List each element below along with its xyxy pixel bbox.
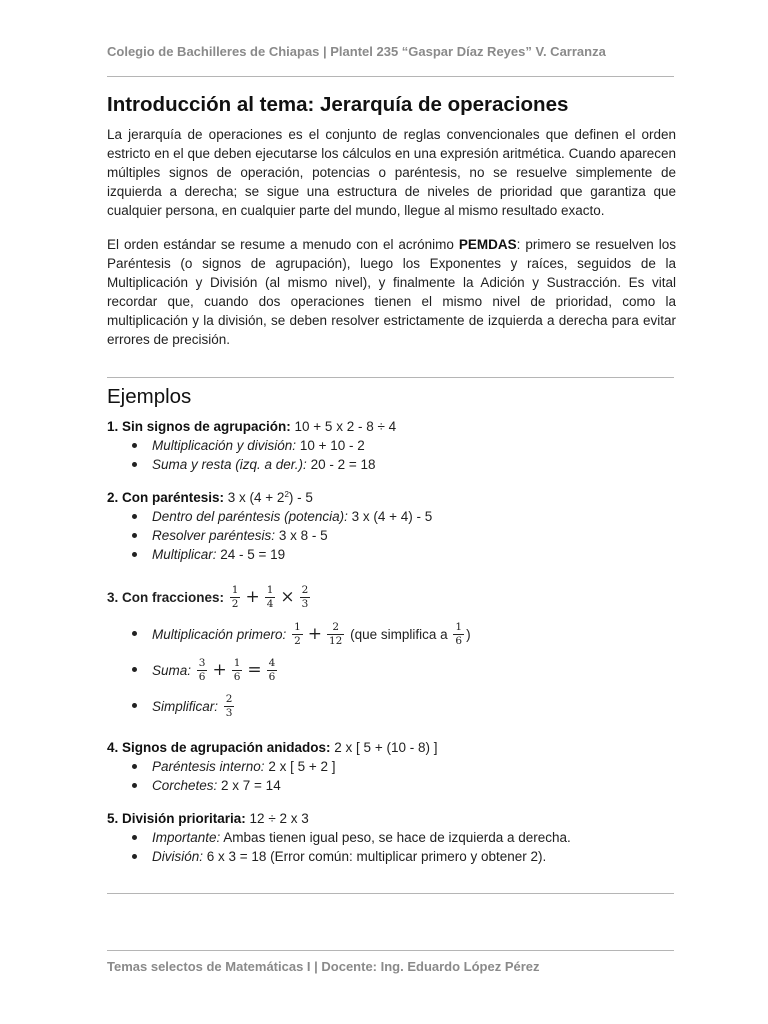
step-value: Ambas tienen igual peso, se hace de izquierda a derecha. [220, 830, 571, 845]
step-label: Corchetes: [152, 778, 218, 793]
fraction-denominator: 6 [198, 670, 206, 683]
list-item [107, 526, 676, 545]
example-1-label: 1. Sin signos de agrupación: [107, 419, 291, 434]
content-end-divider [107, 893, 674, 894]
fraction [224, 693, 235, 720]
fraction-denominator: 4 [266, 597, 274, 610]
fraction-denominator: 3 [225, 706, 233, 719]
example-2-label: 2. Con paréntesis: [107, 490, 225, 505]
fraction-numerator: 1 [455, 620, 463, 633]
fraction-numerator: 2 [327, 621, 344, 635]
fraction [230, 584, 241, 611]
step-label: División: [152, 849, 204, 864]
equals-operator: = [247, 659, 262, 680]
intro-paragraph-2-rest: : primero se resuelven los Paréntesis (o signos de agrupación), luego los Exponentes y raíces, seguidos de la Multiplicación y División (al mismo nivel), y finalmente la Adición y Sustracción. Es vital recordar que, cuando dos operaciones tienen el mismo nivel de prioridad, como la multiplicación y la división, se deben resolver estrictamente de izquierda a derecha para evitar errores de precisión. [107, 237, 676, 347]
step-value: 6 x 3 = 18 (Error común: multiplicar primero y obtener 2). [203, 849, 547, 864]
intro-paragraph-2-start: El orden estándar se resume a menudo con el acrónimo [107, 237, 459, 252]
fraction [265, 584, 276, 611]
step-label: Multiplicación primero: [152, 626, 287, 642]
example-4-expression: 2 x [ 5 + (10 - 8) ] [330, 740, 438, 755]
section-divider [107, 377, 674, 378]
step-value: 24 - 5 = 19 [216, 547, 286, 562]
step-value: 3 x (4 + 4) - 5 [347, 509, 433, 524]
fraction-numerator: 2 [301, 583, 309, 596]
step-value: 2 x [ 5 + 2 ] [264, 759, 336, 774]
example-4-label: 4. Signos de agrupación anidados: [107, 740, 331, 755]
example-2-steps [107, 507, 676, 564]
example-3-title [107, 579, 676, 615]
fraction-numerator: 1 [233, 656, 241, 669]
fraction-numerator: 1 [294, 620, 301, 633]
fraction-denominator: 6 [455, 634, 463, 647]
step-note-end: ) [466, 626, 471, 642]
example-5-title [107, 809, 676, 828]
step-label: Multiplicar: [152, 547, 217, 562]
fraction [232, 657, 243, 684]
fraction [197, 657, 208, 684]
example-3 [107, 579, 676, 724]
page-footer: Temas selectos de Matemáticas I | Docente: Ing. Eduardo López Pérez [107, 959, 540, 974]
page-header: Colegio de Bachilleres de Chiapas | Plantel 235 “Gaspar Díaz Reyes” V. Carranza [107, 44, 606, 59]
fraction [327, 621, 344, 648]
example-3-label: 3. Con fracciones: [107, 589, 225, 605]
fraction-numerator: 4 [268, 656, 276, 669]
footer-divider [107, 950, 674, 951]
header-divider [107, 76, 674, 77]
example-5-steps [107, 828, 676, 866]
list-item [107, 545, 676, 564]
list-item [107, 828, 676, 847]
step-label: Multiplicación y división: [152, 438, 297, 453]
times-operator: × [280, 587, 295, 607]
fraction-denominator: 6 [233, 670, 241, 683]
plus-operator: + [245, 587, 260, 607]
example-5-label: 5. División prioritaria: [107, 811, 246, 826]
step-label: Resolver paréntesis: [152, 528, 276, 543]
list-item [107, 776, 676, 795]
fraction [453, 621, 464, 648]
step-value: 20 - 2 = 18 [306, 457, 376, 472]
exponent: 2 [284, 490, 289, 499]
intro-title: Introducción al tema: Jerarquía de operaciones [107, 93, 569, 116]
plus-operator: + [307, 623, 322, 644]
fraction-numerator: 1 [266, 583, 274, 596]
fraction [300, 584, 311, 611]
list-item [107, 652, 676, 688]
example-3-steps [107, 616, 676, 724]
examples-title: Ejemplos [107, 385, 192, 408]
fraction-numerator: 2 [225, 692, 233, 705]
example-4 [107, 738, 676, 795]
step-value: 2 x 7 = 14 [217, 778, 281, 793]
fraction-denominator: 6 [268, 670, 276, 683]
example-1-steps [107, 436, 676, 474]
example-4-title [107, 738, 676, 757]
step-label: Paréntesis interno: [152, 759, 265, 774]
step-label: Suma: [152, 662, 192, 678]
list-item [107, 507, 676, 526]
fraction [292, 621, 303, 648]
step-label: Importante: [152, 830, 221, 845]
step-label: Dentro del paréntesis (potencia): [152, 509, 348, 524]
example-4-steps [107, 757, 676, 795]
pemdas-acronym: PEMDAS [458, 237, 517, 252]
example-2 [107, 488, 676, 564]
fraction-denominator: 3 [301, 597, 309, 610]
fraction-numerator: 3 [198, 656, 206, 669]
fraction-denominator: 2 [294, 634, 301, 647]
step-label: Suma y resta (izq. a der.): [152, 457, 307, 472]
example-2-expression-start: 3 x (4 + 2 [224, 490, 285, 505]
example-1 [107, 417, 676, 474]
example-2-title [107, 488, 676, 507]
intro-paragraph-2 [107, 235, 676, 349]
list-item [107, 847, 676, 866]
fraction-denominator: 12 [329, 634, 343, 647]
example-5-expression: 12 ÷ 2 x 3 [245, 811, 309, 826]
example-1-title [107, 417, 676, 436]
example-1-expression: 10 + 5 x 2 - 8 ÷ 4 [290, 419, 397, 434]
step-value: 3 x 8 - 5 [275, 528, 328, 543]
plus-operator: + [212, 659, 227, 680]
list-item [107, 688, 676, 724]
example-5 [107, 809, 676, 866]
list-item [107, 757, 676, 776]
list-item [107, 616, 676, 652]
step-value: 10 + 10 - 2 [296, 438, 365, 453]
intro-paragraph-1: La jerarquía de operaciones es el conjunto de reglas convencionales que definen el orden estricto en el que deben ejecutarse los cálculos en una expresión aritmética. Cuando aparecen múltiples signos de operación, potencias o paréntesis, no se resuelve simplemente de izquierda a derecha; se sigue una estructura de niveles de prioridad que garantiza que cualquier persona, en cualquier parte del mundo, llegue al mismo resultado exacto. [107, 127, 676, 218]
fraction-numerator: 1 [231, 583, 239, 596]
step-label: Simplificar: [152, 698, 219, 714]
fraction [267, 657, 278, 684]
fraction-denominator: 2 [231, 597, 239, 610]
list-item [107, 436, 676, 455]
list-item [107, 455, 676, 474]
step-note: (que simplifica a [346, 626, 452, 642]
example-2-expression-end: ) - 5 [288, 490, 313, 505]
